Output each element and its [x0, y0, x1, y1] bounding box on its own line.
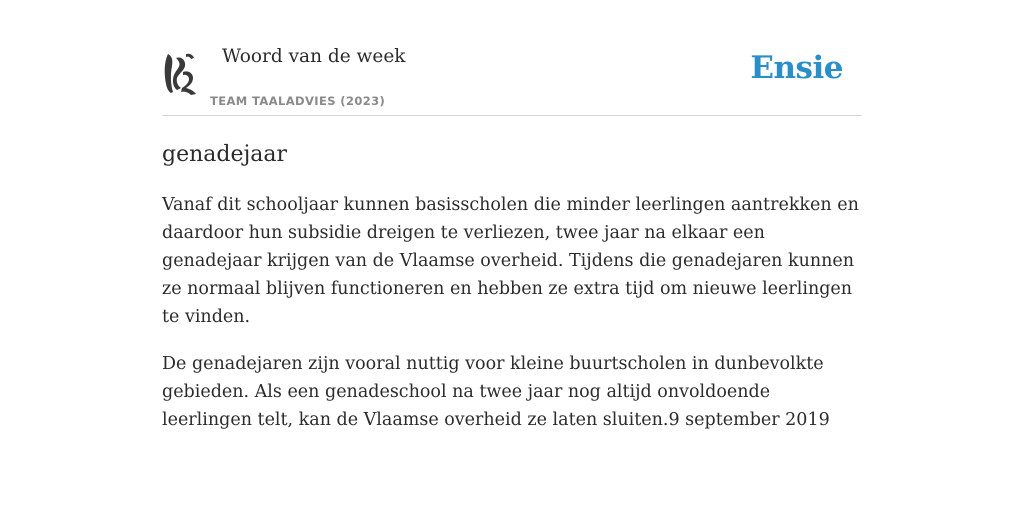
author-label: TEAM TAALADVIES (2023) — [210, 94, 386, 108]
flemish-lion-icon — [162, 48, 202, 96]
entry-paragraph — [162, 350, 862, 434]
word-card — [162, 40, 862, 434]
section-title: Woord van de week — [222, 46, 406, 67]
paragraph-text: Vanaf dit schooljaar kunnen basisscholen die minder leerlingen aantrekken en daardoor hun subsidie dreigen te verliezen, twee jaar na elkaar een genadejaar krijgen van de Vlaamse overheid. Tijdens die genadejaren kunnen ze normaal blijven functioneren en hebben ze extra tijd om nieuwe leerlingen te vinden. — [162, 195, 859, 327]
entry-term: genadejaar — [162, 142, 288, 167]
card-header — [162, 40, 862, 116]
brand-logo-link[interactable]: Ensie — [750, 50, 843, 86]
entry-date: 9 september 2019 — [668, 410, 830, 430]
paragraph-text: De genadejaren zijn vooral nuttig voor kleine buurtscholen in dunbevolkte gebieden. Als een genadeschool na twee jaar nog altijd onvoldoende leerlingen telt, kan de Vlaamse overheid ze laten sluiten. — [162, 354, 824, 430]
entry-paragraph — [162, 191, 862, 331]
